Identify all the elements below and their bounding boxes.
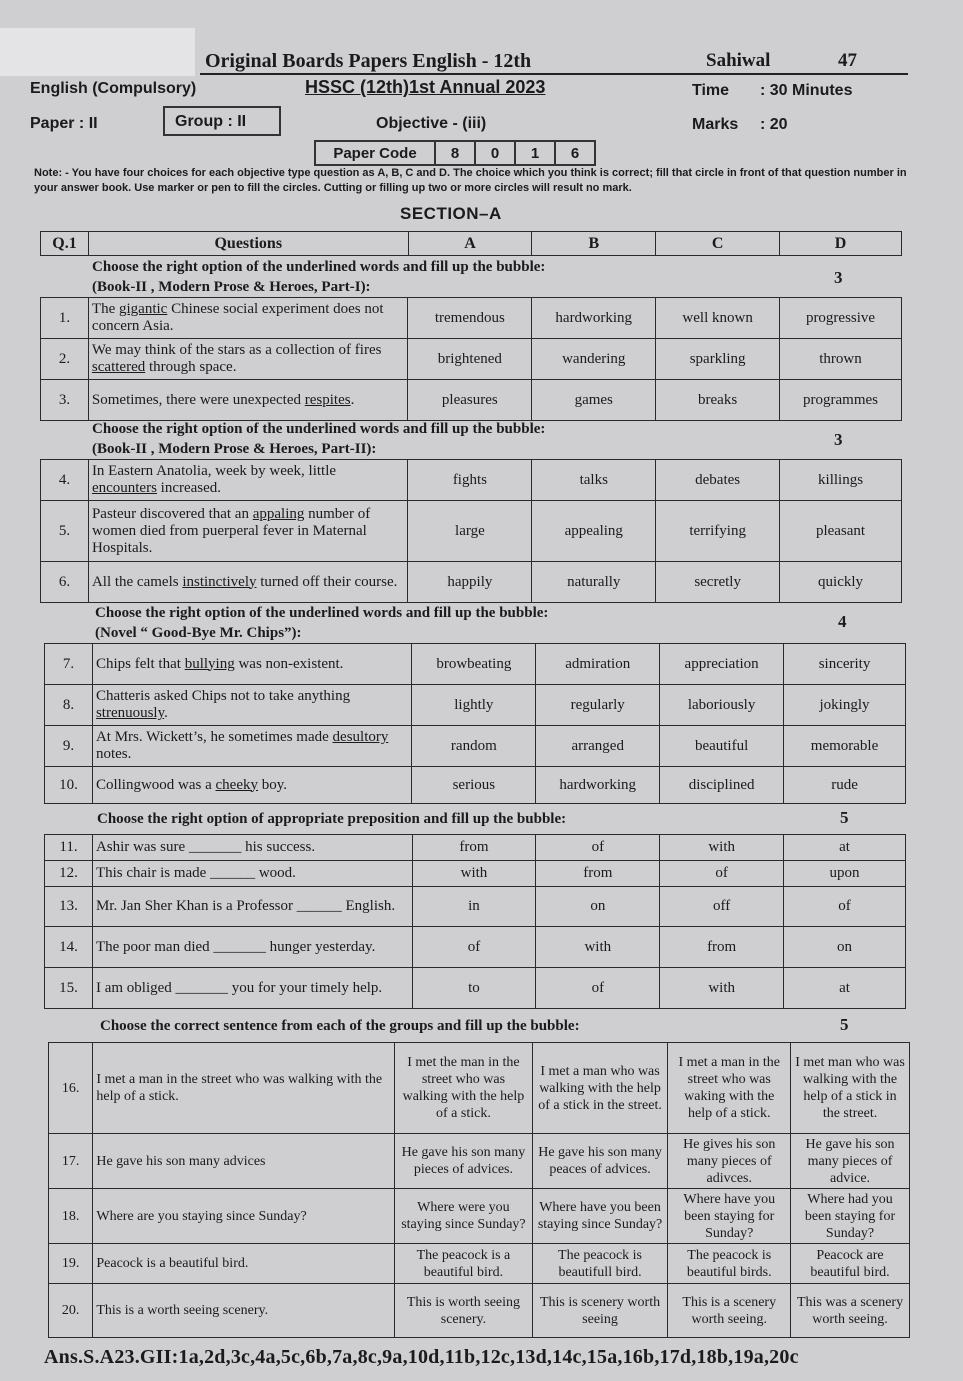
option-a: lightly (412, 685, 536, 726)
option-c: secretly (656, 562, 780, 603)
option-c: sparkling (656, 339, 780, 380)
option-a: happily (408, 562, 532, 603)
option-c: Where have you been staying for Sunday? (668, 1189, 791, 1244)
group-instruction: Choose the right option of the underlined words and fill up the bubble: (92, 421, 546, 437)
question-row (49, 1043, 910, 1134)
option-a: in (412, 887, 536, 927)
paper-code-label: Paper Code (316, 142, 436, 164)
section-title: SECTION–A (400, 204, 502, 223)
group-instruction: Choose the correct sentence from each of the groups and fill up the bubble: (100, 1018, 580, 1034)
option-b: talks (532, 460, 656, 501)
underlined-word: encounters (91, 480, 157, 496)
group-instruction: Choose the right option of appropriate preposition and fill up the bubble: (97, 811, 567, 827)
option-b: wandering (532, 339, 656, 380)
col-q: Q.1 (41, 232, 89, 256)
group-marks: 5 (840, 1015, 849, 1034)
question-row (49, 1244, 910, 1284)
option-a: He gave his son many pieces of advices. (395, 1134, 532, 1189)
question-row (49, 1284, 910, 1338)
time-label: Time (692, 82, 730, 99)
option-b: The peacock is beautifull bird. (532, 1244, 668, 1284)
question-number: 6. (41, 562, 89, 603)
option-c: debates (656, 460, 780, 501)
option-a: with (412, 861, 536, 887)
paper-code-digit: 8 (436, 142, 476, 164)
question-text: Where are you staying since Sunday? (93, 1189, 395, 1244)
question-text: This chair is made ______ wood. (92, 861, 412, 887)
question-number: 5. (41, 501, 89, 562)
group-instruction: (Book-II , Modern Prose & Heroes, Part-II): (92, 441, 377, 457)
underlined-word: gigantic (119, 301, 168, 317)
question-row (45, 927, 906, 968)
option-c: I met a man in the street who was waking with the help of a stick. (668, 1043, 791, 1134)
underlined-word: bullying (184, 655, 235, 672)
option-a: large (408, 501, 532, 562)
col-a: A (408, 232, 532, 256)
question-table (44, 834, 906, 1009)
question-row (49, 1134, 910, 1189)
option-b: hardworking (532, 298, 656, 339)
option-d: Peacock are beautiful bird. (791, 1244, 910, 1284)
option-b: naturally (532, 562, 656, 603)
question-row (49, 1189, 910, 1244)
underlined-word: appaling (252, 505, 305, 522)
question-number: 4. (41, 460, 89, 501)
group-instruction: Choose the right option of the underlined words and fill up the bubble: (92, 259, 546, 275)
question-text: Collingwood was a cheeky boy. (92, 767, 411, 804)
question-text: Mr. Jan Sher Khan is a Professor ______ English. (92, 887, 412, 927)
option-d: quickly (780, 562, 902, 603)
option-d: This was a scenery worth seeing. (791, 1284, 910, 1338)
paper-code-digit: 6 (570, 145, 580, 162)
header-rule (200, 73, 908, 75)
question-row (41, 562, 902, 603)
question-row (41, 298, 902, 339)
option-d: sincerity (784, 644, 906, 685)
question-text: Chips felt that bullying was non-existent. (92, 644, 411, 685)
question-row (45, 726, 906, 767)
option-d: programmes (780, 380, 902, 421)
question-row (41, 339, 902, 380)
option-d: rude (784, 767, 906, 804)
group-instruction: (Novel “ Good-Bye Mr. Chips”): (95, 625, 302, 641)
option-c: This is a scenery worth seeing. (668, 1284, 791, 1338)
question-text: He gave his son many advices (93, 1134, 395, 1189)
group-marks: 5 (840, 808, 849, 827)
option-b: of (536, 835, 660, 861)
marks-value: : 20 (760, 116, 788, 133)
option-c: terrifying (656, 501, 780, 562)
option-d: of (784, 887, 906, 927)
option-a: The peacock is a beautiful bird. (395, 1244, 532, 1284)
option-c: from (660, 927, 784, 968)
paper-code-box (314, 140, 596, 166)
question-number: 17. (49, 1134, 93, 1189)
option-b: on (536, 887, 660, 927)
option-d: I met man who was walking with the help of a stick in the street. (791, 1043, 910, 1134)
group-instruction: Choose the right option of the underlined words and fill up the bubble: (95, 605, 549, 621)
option-b: Where have you been staying since Sunday? (532, 1189, 668, 1244)
option-a: serious (412, 767, 536, 804)
question-number: 14. (45, 927, 93, 968)
question-number: 15. (45, 968, 93, 1009)
col-questions: Questions (88, 232, 408, 256)
option-b: with (536, 927, 660, 968)
option-c: breaks (656, 380, 780, 421)
question-number: 3. (41, 380, 89, 421)
option-c: He gives his son many pieces of adivces. (668, 1134, 791, 1189)
question-text: All the camels instinctively turned off their course. (88, 562, 408, 603)
option-b: from (536, 861, 660, 887)
question-text: In Eastern Anatolia, week by week, little encounters increased. (88, 460, 408, 501)
question-number: 13. (45, 887, 93, 927)
option-b: of (536, 968, 660, 1009)
question-text: The gigantic Chinese social experiment does not concern Asia. (88, 298, 407, 339)
question-row (45, 887, 906, 927)
option-d: on (784, 927, 906, 968)
option-d: progressive (780, 298, 902, 339)
col-d: D (780, 232, 902, 256)
question-text: Chatteris asked Chips not to take anything strenuously. (92, 685, 411, 726)
option-d: memorable (784, 726, 906, 767)
option-d: upon (784, 861, 906, 887)
question-text: I met a man in the street who was walking with the help of a stick. (93, 1043, 395, 1134)
subject: English (Compulsory) (30, 80, 197, 97)
col-c: C (656, 232, 780, 256)
question-row (45, 685, 906, 726)
question-text: I am obliged _______ you for your timely help. (92, 968, 412, 1009)
question-number: 9. (45, 726, 93, 767)
page-number: 47 (838, 50, 857, 71)
question-row (45, 835, 906, 861)
option-a: I met the man in the street who was walking with the help of a stick. (395, 1043, 532, 1134)
option-a: random (412, 726, 536, 767)
question-row (45, 861, 906, 887)
question-text: We may think of the stars as a collection of fires scattered through space. (88, 339, 407, 380)
question-number: 2. (41, 339, 89, 380)
option-c: well known (656, 298, 780, 339)
time-value: : 30 Minutes (760, 82, 853, 99)
option-c: of (660, 861, 784, 887)
question-text: This is a worth seeing scenery. (93, 1284, 395, 1338)
question-text: Sometimes, there were unexpected respites. (88, 380, 407, 421)
option-d: He gave his son many pieces of advice. (791, 1134, 910, 1189)
question-text: Pasteur discovered that an appaling number of women died from puerperal fever in Maternal Hospitals. (88, 501, 408, 562)
question-number: 20. (49, 1284, 93, 1338)
group-marks: 4 (838, 612, 847, 631)
question-text: Ashir was sure _______ his success. (92, 835, 412, 861)
question-text: Peacock is a beautiful bird. (93, 1244, 395, 1284)
option-a: to (412, 968, 536, 1009)
underlined-word: desultory (332, 729, 389, 745)
option-c: appreciation (660, 644, 784, 685)
question-table (40, 459, 902, 603)
question-number: 11. (45, 835, 93, 861)
col-b: B (532, 232, 656, 256)
option-b: I met a man who was walking with the help of a stick in the street. (532, 1043, 668, 1134)
option-d: pleasant (780, 501, 902, 562)
question-text: At Mrs. Wickett’s, he sometimes made desultory notes. (92, 726, 411, 767)
option-a: browbeating (412, 644, 536, 685)
option-a: from (412, 835, 536, 861)
option-c: beautiful (660, 726, 784, 767)
underlined-word: cheeky (215, 776, 258, 793)
option-b: arranged (536, 726, 660, 767)
option-b: appealing (532, 501, 656, 562)
option-a: pleasures (408, 380, 532, 421)
option-a: brightened (408, 339, 532, 380)
option-a: Where were you staying since Sunday? (395, 1189, 532, 1244)
question-number: 12. (45, 861, 93, 887)
option-b: games (532, 380, 656, 421)
option-b: admiration (536, 644, 660, 685)
paper-code-digit: 1 (516, 142, 556, 164)
underlined-word: respites (304, 391, 351, 408)
question-number: 19. (49, 1244, 93, 1284)
question-row (41, 380, 902, 421)
option-b: regularly (536, 685, 660, 726)
question-row (41, 460, 902, 501)
question-number: 16. (49, 1043, 93, 1134)
option-d: at (784, 968, 906, 1009)
option-d: killings (780, 460, 902, 501)
option-b: He gave his son many peaces of advices. (532, 1134, 668, 1189)
option-c: The peacock is beautiful birds. (668, 1244, 791, 1284)
group-box: Group : II (163, 106, 281, 136)
question-number: 8. (45, 685, 93, 726)
blank-corner (0, 28, 195, 76)
option-b: This is scenery worth seeing (532, 1284, 668, 1338)
board-name: Sahiwal (706, 50, 771, 71)
underlined-word: instinctively (182, 573, 257, 590)
question-number: 18. (49, 1189, 93, 1244)
option-c: with (660, 835, 784, 861)
question-text: The poor man died _______ hunger yesterday. (92, 927, 412, 968)
option-c: laboriously (660, 685, 784, 726)
group-marks: 3 (834, 268, 843, 287)
option-d: at (784, 835, 906, 861)
option-a: tremendous (408, 298, 532, 339)
option-c: disciplined (660, 767, 784, 804)
option-d: thrown (780, 339, 902, 380)
column-header-table (40, 231, 902, 256)
question-number: 7. (45, 644, 93, 685)
question-number: 1. (41, 298, 89, 339)
question-row (41, 501, 902, 562)
exam-title: HSSC (12th)1st Annual 2023 (305, 77, 546, 97)
paper-code-digit: 0 (476, 142, 516, 164)
option-c: with (660, 968, 784, 1009)
question-table (40, 297, 902, 421)
question-table (44, 643, 906, 804)
option-b: hardworking (536, 767, 660, 804)
group-marks: 3 (834, 430, 843, 449)
question-number: 10. (45, 767, 93, 804)
question-table (48, 1042, 910, 1338)
book-title: Original Boards Papers English - 12th (205, 50, 532, 72)
question-row (45, 767, 906, 804)
instructions-note: Note: - You have four choices for each objective type question as A, B, C and D. The choice which you think is correct; fill that circle in front of that question number in your answer book. Use marker or pen to fill the circles. Cutting or filling up two or more circles will result no mark. (34, 167, 907, 194)
option-d: jokingly (784, 685, 906, 726)
answer-key: Ans.S.A23.GII:1a,2d,3c,4a,5c,6b,7a,8c,9a,10d,11b,12c,13d,14c,15a,16b,17d,18b,19a,20c (44, 1346, 799, 1368)
question-row (45, 968, 906, 1009)
option-a: of (412, 927, 536, 968)
option-c: off (660, 887, 784, 927)
option-d: Where had you been staying for Sunday? (791, 1189, 910, 1244)
option-a: This is worth seeing scenery. (395, 1284, 532, 1338)
underlined-word: strenuously (95, 705, 165, 721)
marks-label: Marks (692, 116, 739, 133)
question-row (45, 644, 906, 685)
underlined-word: scattered (91, 359, 146, 375)
objective-label: Objective - (iii) (376, 115, 487, 132)
option-a: fights (408, 460, 532, 501)
group-instruction: (Book-II , Modern Prose & Heroes, Part-I): (92, 279, 371, 295)
paper-number: Paper : II (30, 115, 98, 132)
